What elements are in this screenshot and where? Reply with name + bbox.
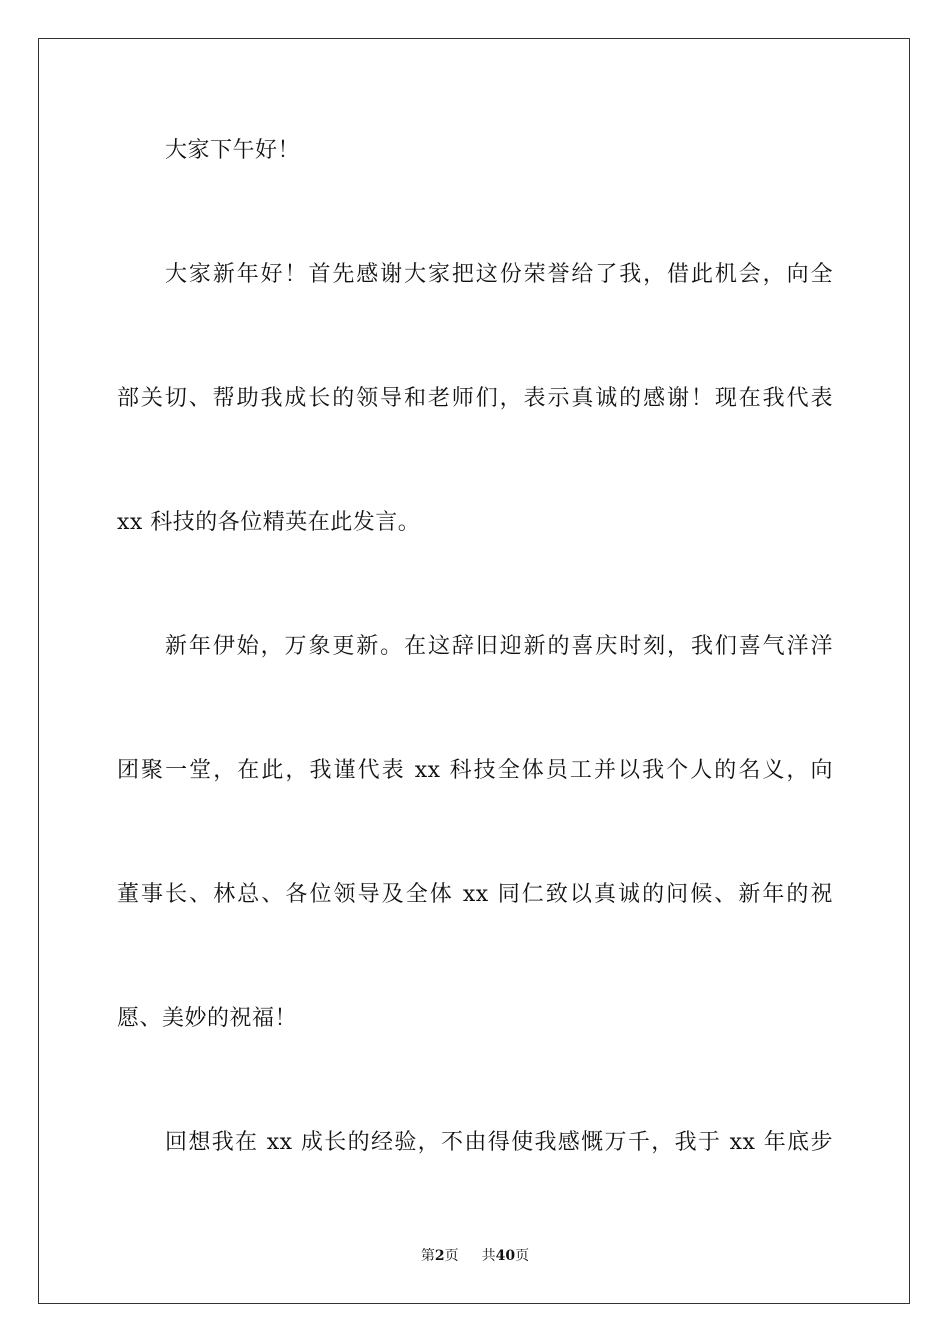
page-label [421,1246,459,1266]
paragraph-greeting: 大家下午好！ [165,138,301,163]
paragraph-line: 回想我在 xx 成长的经验，不由得使我感慨万千，我于 xx 年底步 [165,1130,833,1155]
paragraph-line: 董事长、林总、各位领导及全体 xx 同仁致以真诚的问候、新年的祝 [117,882,833,907]
page-border [38,38,910,1304]
paragraph-line: 愿、美妙的祝福！ [117,1006,298,1031]
total-suffix: 页 [515,1248,530,1264]
page-number: 2 [434,1248,445,1264]
total-prefix: 共 [481,1248,496,1264]
page-suffix: 页 [444,1248,459,1264]
paragraph-line: 部关切、帮助我成长的领导和老师们，表示真诚的感谢！现在我代表 [117,386,833,411]
page-prefix: 第 [420,1248,435,1264]
total-pages-number: 40 [495,1248,516,1264]
paragraph-line: 团聚一堂，在此，我谨代表 xx 科技全体员工并以我个人的名义，向 [117,758,833,783]
paragraph-line: 大家新年好！首先感谢大家把这份荣誉给了我，借此机会，向全 [165,262,833,287]
page-footer [0,1246,950,1266]
paragraph-line: xx 科技的各位精英在此发言。 [117,510,421,535]
total-pages-label [482,1246,529,1266]
paragraph-line: 新年伊始，万象更新。在这辞旧迎新的喜庆时刻，我们喜气洋洋 [165,634,833,659]
